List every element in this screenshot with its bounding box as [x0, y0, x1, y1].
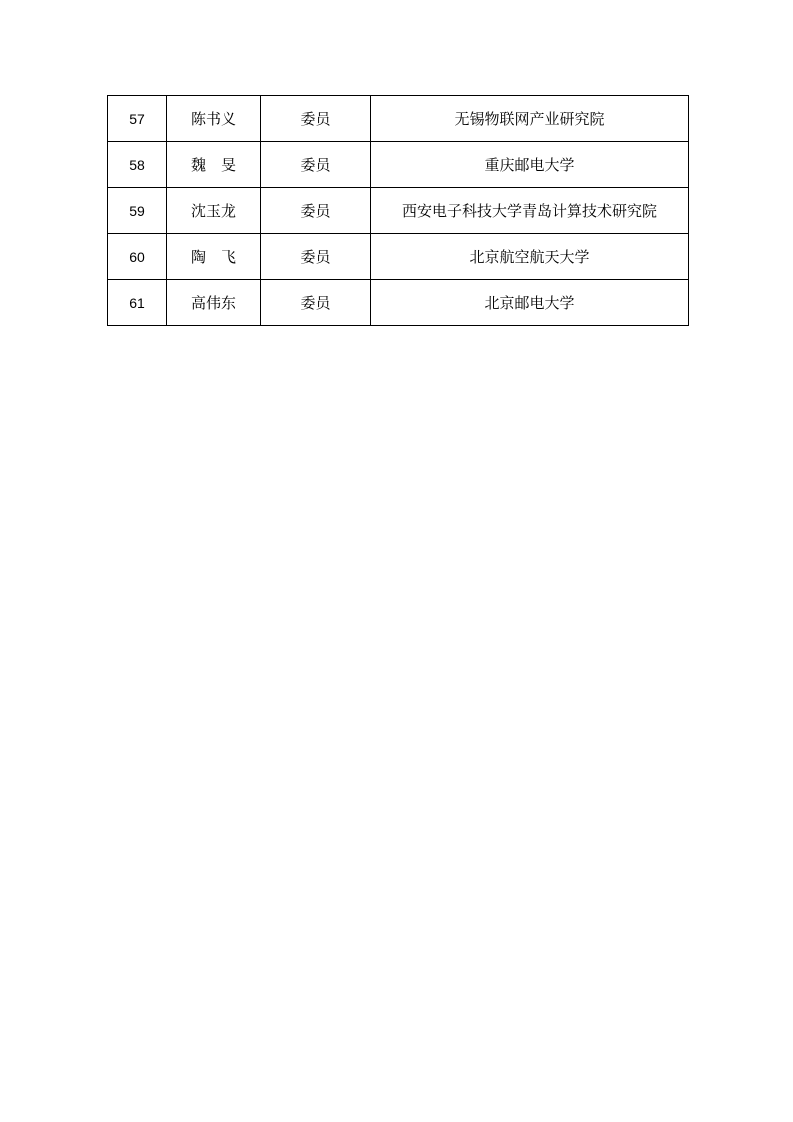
name-cell: 沈玉龙: [167, 188, 261, 234]
table-row: [108, 280, 689, 326]
table-row: [108, 96, 689, 142]
table-row: [108, 234, 689, 280]
role-cell: 委员: [261, 280, 371, 326]
name-cell: 魏 旻: [167, 142, 261, 188]
org-cell: 无锡物联网产业研究院: [371, 96, 689, 142]
org-cell: 西安电子科技大学青岛计算技术研究院: [371, 188, 689, 234]
org-cell: 北京邮电大学: [371, 280, 689, 326]
name-cell: 高伟东: [167, 280, 261, 326]
name-cell: 陈书义: [167, 96, 261, 142]
role-cell: 委员: [261, 142, 371, 188]
name-cell: 陶 飞: [167, 234, 261, 280]
role-cell: 委员: [261, 96, 371, 142]
row-number-cell: 61: [108, 280, 167, 326]
table-row: [108, 188, 689, 234]
table-row: [108, 142, 689, 188]
org-cell: 北京航空航天大学: [371, 234, 689, 280]
committee-table: [107, 95, 689, 326]
role-cell: 委员: [261, 234, 371, 280]
org-cell: 重庆邮电大学: [371, 142, 689, 188]
role-cell: 委员: [261, 188, 371, 234]
row-number-cell: 60: [108, 234, 167, 280]
row-number-cell: 57: [108, 96, 167, 142]
row-number-cell: 58: [108, 142, 167, 188]
row-number-cell: 59: [108, 188, 167, 234]
